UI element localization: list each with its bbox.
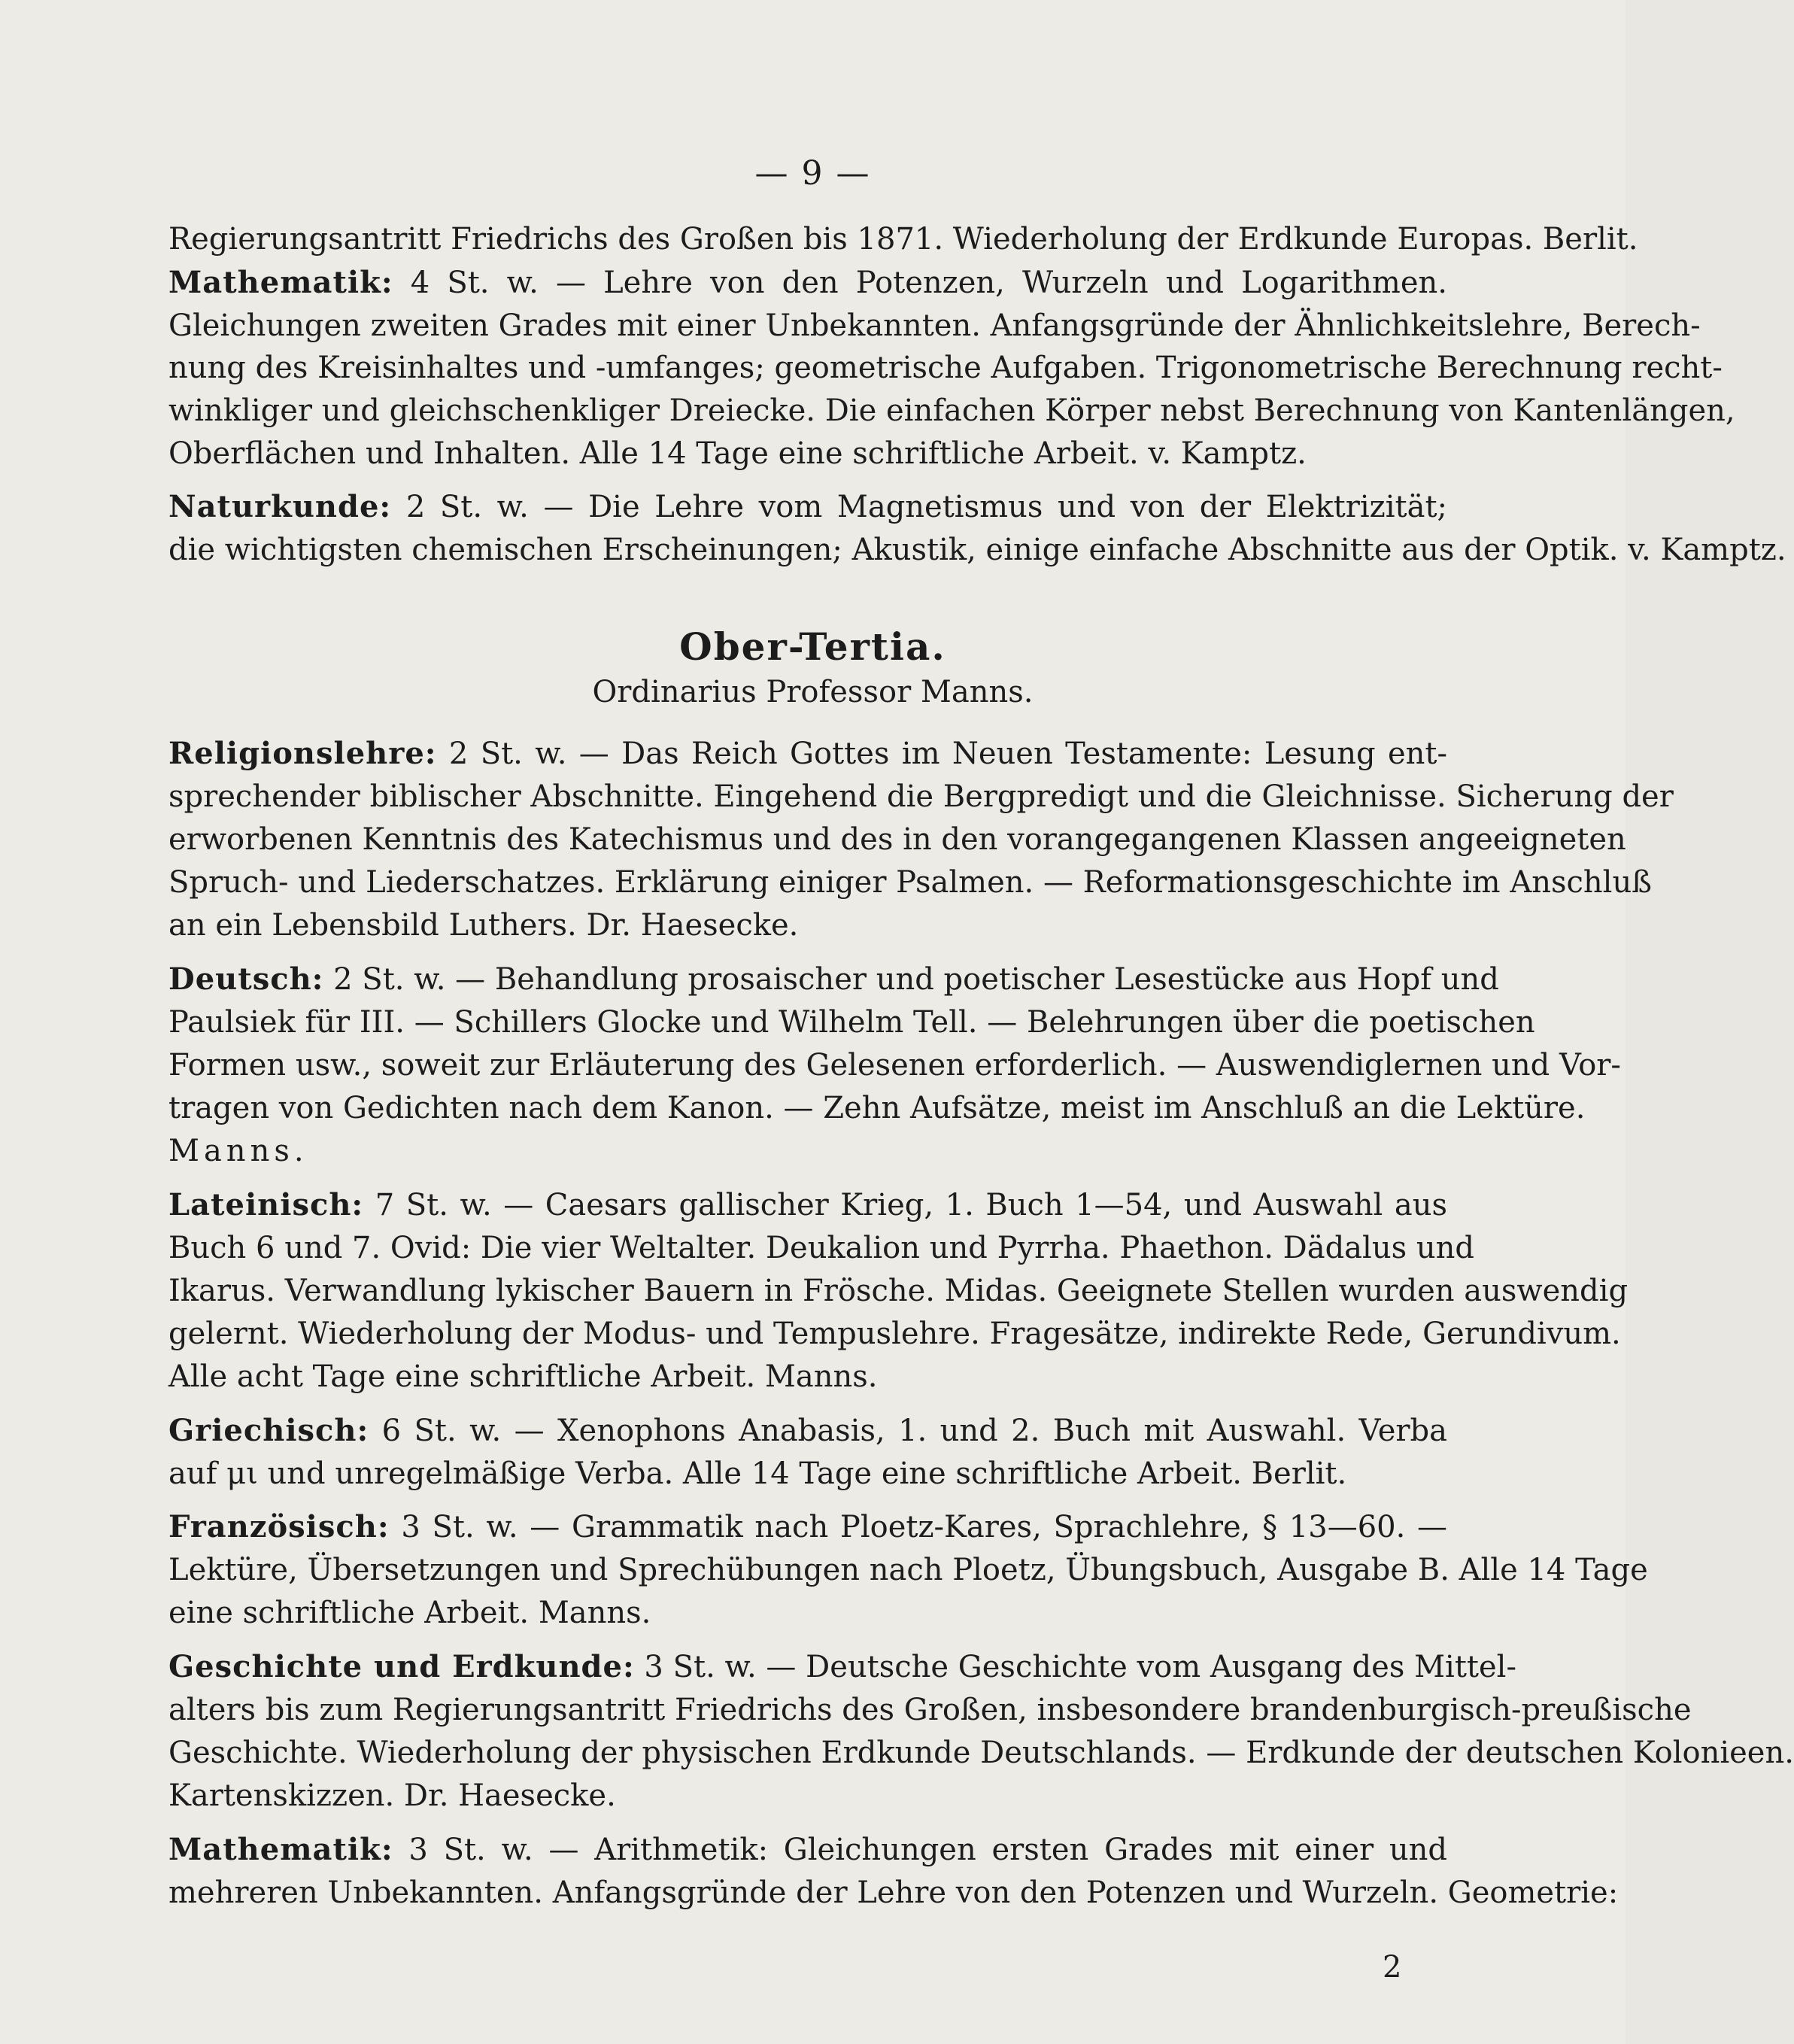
text-line: Buch 6 und 7. Ovid: Die vier Weltalter. Deukalion und Pyrrha. Phaethon. Dädalus und — [168, 1231, 1474, 1265]
page-number: — 9 — — [754, 154, 871, 193]
text-line: Paulsiek für III. — Schillers Glocke und Wilhelm Tell. — Belehrungen über die poetischen — [168, 1005, 1535, 1040]
paragraph-math-upper-first-line — [168, 263, 1447, 302]
text-line: die wichtigsten chemischen Erscheinungen; Akustik, einige einfache Abschnitte aus der Optik. v. Kamptz. — [168, 533, 1786, 567]
text-line: Oberflächen und Inhalten. Alle 14 Tage eine schriftliche Arbeit. v. Kamptz. — [168, 436, 1307, 471]
text-segment: 4 St. w. — Lehre von den Potenzen, Wurzeln und Logarithmen. — [410, 266, 1447, 300]
text-line: Kartenskizzen. Dr. Haesecke. — [168, 1778, 616, 1813]
subject-heading-lateinisch: Lateinisch: — [168, 1187, 364, 1222]
text-line: tragen von Gedichten nach dem Kanon. — Zehn Aufsätze, meist im Anschluß an die Lektüre. — [168, 1091, 1586, 1125]
text-line: auf μι und unregelmäßige Verba. Alle 14 Tage eine schriftliche Arbeit. Berlit. — [168, 1456, 1347, 1491]
text-line: Geschichte. Wiederholung der physischen Erdkunde Deutschlands. — Erdkunde der deutschen Kolonieen. — [168, 1736, 1794, 1770]
subject-heading-religionslehre: Religionslehre: — [168, 736, 437, 771]
subject-heading-griechisch: Griechisch: — [168, 1413, 369, 1448]
text-line: eine schriftliche Arbeit. Manns. — [168, 1596, 651, 1630]
paragraph-franzoesisch-first-line — [168, 1508, 1447, 1547]
text-segment: 3 St. w. — Grammatik nach Ploetz-Kares, Sprachlehre, § 13—60. — — [401, 1510, 1448, 1544]
text-segment: 3 St. w. — Arithmetik: Gleichungen ersten Grades mit einer und — [408, 1833, 1447, 1867]
paragraph-naturkunde-first-line — [168, 487, 1447, 527]
text-line: sprechender biblischer Abschnitte. Eingehend die Bergpredigt und die Gleichnisse. Sicherung der — [168, 779, 1674, 814]
text-segment: 3 St. w. — Deutsche Geschichte vom Ausgang des Mittel- — [644, 1650, 1516, 1684]
text-line: Regierungsantritt Friedrichs des Großen bis 1871. Wiederholung der Erdkunde Europas. Berlit. — [168, 222, 1638, 257]
paragraph-geschichte-first-line — [168, 1648, 1516, 1687]
text-segment: 6 St. w. — Xenophons Anabasis, 1. und 2. Buch mit Auswahl. Verba — [381, 1414, 1448, 1448]
subject-heading-deutsch: Deutsch: — [168, 961, 324, 997]
text-segment: 2 St. w. — Das Reich Gottes im Neuen Testamente: Lesung ent- — [448, 737, 1447, 771]
text-segment: 7 St. w. — Caesars gallischer Krieg, 1. Buch 1—54, und Auswahl aus — [375, 1188, 1447, 1222]
text-line: alters bis zum Regierungsantritt Friedrichs des Großen, insbesondere brandenburgisch-preußische — [168, 1693, 1692, 1727]
paragraph-math-lower-first-line — [168, 1830, 1447, 1869]
subject-heading-mathematik: Mathematik: — [168, 1832, 393, 1867]
sheet-signature: 2 — [1383, 1950, 1402, 1985]
text-line: Manns. — [168, 1134, 308, 1168]
text-line: Alle acht Tage eine schriftliche Arbeit. Manns. — [168, 1359, 878, 1394]
text-line: Ikarus. Verwandlung lykischer Bauern in Frösche. Midas. Geeignete Stellen wurden auswendig — [168, 1274, 1629, 1308]
section-title: Ober-Tertia. — [679, 624, 946, 669]
subject-heading-naturkunde: Naturkunde: — [168, 489, 392, 524]
paragraph-griechisch-first-line — [168, 1411, 1447, 1450]
subject-heading-geschichte-erdkunde: Geschichte und Erdkunde: — [168, 1649, 635, 1684]
text-line: Spruch- und Liederschatzes. Erklärung einiger Psalmen. — Reformationsgeschichte im Anschluß — [168, 865, 1652, 900]
text-line: nung des Kreisinhaltes und -umfanges; geometrische Aufgaben. Trigonometrische Berechnung recht- — [168, 351, 1723, 385]
paragraph-religion-first-line — [168, 734, 1447, 773]
text-line: winkliger und gleichschenkliger Dreiecke. Die einfachen Körper nebst Berechnung von Kantenlängen, — [168, 393, 1735, 428]
paragraph-deutsch-first-line — [168, 960, 1499, 999]
subject-heading-mathematik: Mathematik: — [168, 265, 393, 300]
text-line: Gleichungen zweiten Grades mit einer Unbekannten. Anfangsgründe der Ähnlichkeitslehre, Berech- — [168, 308, 1701, 343]
text-line: an ein Lebensbild Luthers. Dr. Haesecke. — [168, 908, 799, 943]
text-line: erworbenen Kenntnis des Katechismus und des in den vorangegangenen Klassen angeeigneten — [168, 822, 1626, 857]
text-line: Formen usw., soweit zur Erläuterung des Gelesenen erforderlich. — Auswendiglernen und Vor- — [168, 1048, 1621, 1083]
text-segment: 2 St. w. — Behandlung prosaischer und poetischer Lesestücke aus Hopf und — [333, 962, 1499, 997]
text-line: mehreren Unbekannten. Anfangsgründe der Lehre von den Potenzen und Wurzeln. Geometrie: — [168, 1875, 1619, 1910]
subject-heading-franzoesisch: Französisch: — [168, 1509, 390, 1544]
text-line: Lektüre, Übersetzungen und Sprechübungen nach Ploetz, Übungsbuch, Ausgabe B. Alle 14 Tage — [168, 1553, 1648, 1587]
text-segment: 2 St. w. — Die Lehre vom Magnetismus und von der Elektrizität; — [405, 490, 1447, 524]
text-line: gelernt. Wiederholung der Modus- und Tempuslehre. Fragesätze, indirekte Rede, Gerundivum. — [168, 1317, 1621, 1351]
paragraph-latein-first-line — [168, 1186, 1447, 1225]
section-ordinarius: Ordinarius Professor Manns. — [592, 675, 1034, 709]
